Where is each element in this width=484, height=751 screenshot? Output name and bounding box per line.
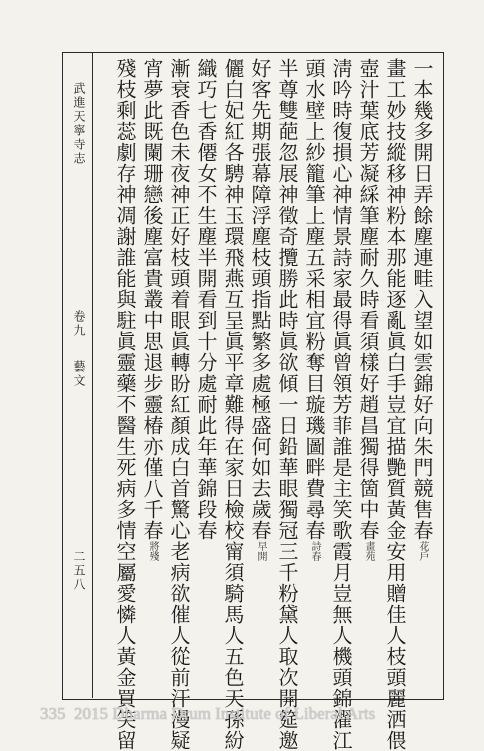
book-title: 武進天寧寺志 — [72, 82, 86, 166]
margin-column — [64, 52, 94, 698]
volume-label: 卷九 — [72, 310, 86, 338]
text-column: 半尊雙葩忽展神徵奇攬勝此時眞欲傾一日鉛華眼獨冠三千粉黛人取次開筵邀 — [275, 58, 299, 751]
text-column: 一本幾多開日弄餘塵連畦入望如雲錦好向朱門競售春花戶 — [410, 58, 434, 561]
column-annotation: 將殘 — [147, 541, 158, 561]
text-column: 儷白妃紅各騁神玉環飛燕互呈眞平章難得在家日檢校甯須騎馬人五色天孫紛 — [221, 58, 245, 751]
text-column: 壺汁葉底芳凝綵筆塵耐久時看須樣好趙昌獨得箇中春畫苑 — [356, 58, 380, 561]
text-column: 頭水壁上紗籠筆上塵五采相宜粉奪目璇璣圖畔費尋春詩春 — [302, 58, 326, 561]
footer-watermark — [0, 704, 484, 726]
column-annotation: 早開 — [255, 541, 266, 561]
page-number: 335 — [40, 704, 66, 723]
text-column: 殘枝剩蕊劇存神凋謝誰能與駐眞靈藥不醫生死病多情空屬愛憐人黃金買笑留 — [113, 58, 137, 751]
text-column: 畫工妙技縱移神粉本那能逐亂眞白手豈宜描艷質黃金安用贈佳人枝頭麗洒偎 — [383, 58, 407, 751]
column-annotation: 詩春 — [309, 541, 320, 561]
folio-number: 二五八 — [72, 550, 86, 592]
text-column: 好客先期張幕障浮塵枝頭指點繁多處極盛何如去歲春早開 — [248, 58, 272, 561]
text-column: 淸吟時復損心神情景詩家最得眞曾領芳菲誰是主笑歌霞月豈無人機頭錦濯江 — [329, 58, 353, 751]
text-column: 宵夢此既闌珊戀後塵富貴叢中思退步靈椿亦僅八千春將殘 — [140, 58, 164, 561]
section-label: 藝文 — [72, 360, 86, 388]
text-column: 漸衰香色未夜神正好枝頭着眼眞轉盼紅顏成白首驚心老病欲催人從前汗漫疑 — [167, 58, 191, 751]
text-column: 織巧七香僊女不生塵半開看到十分處耐此年華錦段春 — [194, 58, 218, 541]
column-annotation: 花戶 — [417, 541, 428, 561]
column-annotation: 畫苑 — [363, 541, 374, 561]
copyright-credit: 2015 Dharma Drum Institute of Liberal Arts — [74, 704, 376, 723]
